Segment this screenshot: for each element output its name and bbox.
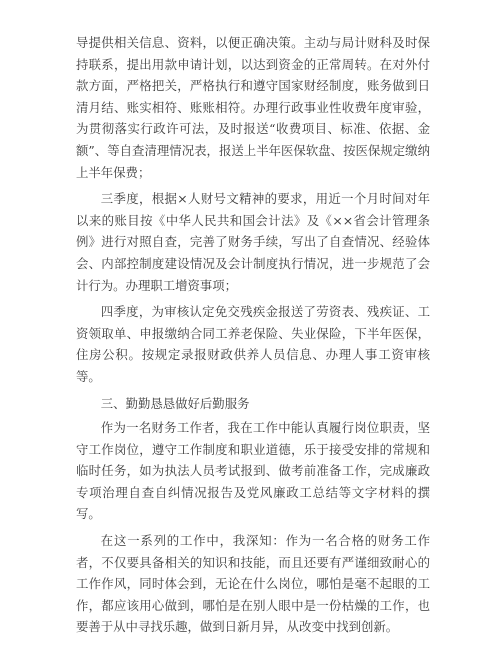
section-heading-logistics: 三、勤勤恳恳做好后勤服务 — [100, 395, 250, 411]
paragraph-budget-funds: 导提供相关信息、资料，以便正确决策。主动与局计财科及时保持联系，提出用款申请计划，以达到资金的正常周转。在对外付款方面，严格把关，严格执行和遵守国家财经制度，账务做到日清月结、账实相符、账账相符。办理行政事业性收费年度审验，为贯彻落实行政许可法，及时报送“收费项目、标准、依据、金额”、等自查清理情况表，报送上半年医保软盘、按医保规定缴纳上半年保费； — [76, 35, 430, 180]
paragraph-reflection: 在这一系列的工作中，我深知：作为一名合格的财务工作者，不仅要具备相关的知识和技能，而且还要有严谨细致耐心的工作作风，同时体会到，无论在什么岗位，哪怕是毫不起眼的工作，都应该用心做到，哪怕是在别人眼中是一份枯燥的工作，也要善于从中寻找乐趣，做到日新月异，从改变中找到创新。 — [76, 533, 430, 635]
paragraph-third-quarter: 三季度，根据×人财号文精神的要求，用近一个月时间对年以来的账目按《中华人民共和国会计法》及《××省会计管理条例》进行对照自查，完善了财务手续，写出了自查情况、经验体会、内部控制度建设情况及会计制度执行情况，进一步规范了会计行为。办理职工增资事项； — [76, 191, 430, 293]
paragraph-duties: 作为一名财务工作者，我在工作中能认真履行岗位职责，坚守工作岗位，遵守工作制度和职业道德，乐于接受安排的常规和临时任务，如为执法人员考试报到、做考前准备工作，完成廉政专项治理自查自纠情况报告及党风廉政工总结等文字材料的撰写。 — [76, 420, 430, 522]
document-body — [76, 32, 430, 643]
paragraph-fourth-quarter: 四季度，为审核认定免交残疾金报送了劳资表、残疾证、工资领取单、申报缴纳合同工养老保险、失业保险，下半年医保，住房公积。按规定录报财政供养人员信息、办理人事工资审核等。 — [76, 304, 430, 384]
